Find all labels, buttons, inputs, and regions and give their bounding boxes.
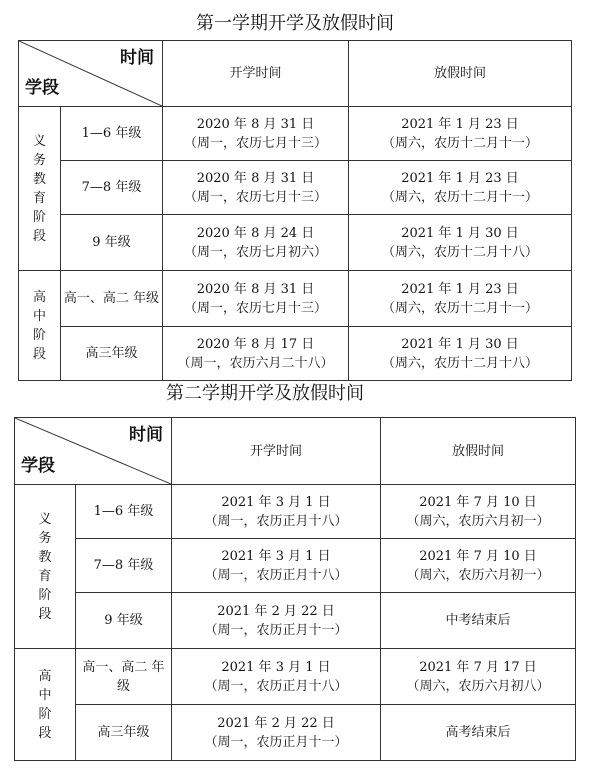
start-time-header: 开学时间 bbox=[172, 418, 381, 485]
holiday-date: 中考结束后 bbox=[445, 613, 511, 628]
start-cell bbox=[172, 593, 381, 649]
grade-line2: 级 bbox=[116, 678, 130, 694]
grade-line1: 高一、高二 年 bbox=[82, 659, 165, 675]
grade-cell: 高三年级 bbox=[76, 705, 172, 761]
stage-cell bbox=[15, 649, 76, 761]
start-cell bbox=[163, 215, 349, 271]
start-date: 2021 年 2 月 22 日 bbox=[217, 715, 335, 731]
table-row bbox=[15, 539, 576, 593]
start-date: 2021 年 3 月 1 日 bbox=[221, 548, 331, 564]
stage-cell bbox=[19, 107, 61, 271]
holiday-cell bbox=[349, 161, 572, 215]
holiday-date: 2021 年 7 月 10 日 bbox=[419, 494, 537, 510]
start-note: （周一，农历正月十一） bbox=[204, 622, 348, 638]
holiday-cell bbox=[381, 593, 576, 649]
start-date: 2020 年 8 月 31 日 bbox=[196, 116, 315, 132]
start-date: 2021 年 3 月 1 日 bbox=[221, 494, 331, 510]
semester2-diagonal-header bbox=[15, 418, 172, 485]
table-row bbox=[19, 161, 572, 215]
grade-cell bbox=[76, 649, 172, 705]
semester1-diagonal-header bbox=[19, 41, 163, 107]
start-time-header: 开学时间 bbox=[163, 41, 349, 107]
start-cell bbox=[172, 705, 381, 761]
holiday-date: 2021 年 1 月 23 日 bbox=[401, 170, 519, 186]
holiday-time-header: 放假时间 bbox=[381, 418, 576, 485]
holiday-date: 2021 年 1 月 30 日 bbox=[401, 336, 519, 352]
start-note: （周一，农历六月二十八） bbox=[177, 355, 334, 371]
start-date: 2021 年 3 月 1 日 bbox=[221, 659, 331, 675]
holiday-date: 2021 年 1 月 23 日 bbox=[401, 281, 519, 297]
start-note: （周一，农历七月十三） bbox=[183, 189, 327, 205]
start-date: 2020 年 8 月 31 日 bbox=[196, 281, 315, 297]
start-note: （周一，农历正月十八） bbox=[204, 567, 348, 583]
start-note: （周一，农历七月十三） bbox=[183, 135, 327, 151]
holiday-note: （周六，农历六月初一） bbox=[406, 513, 550, 529]
holiday-note: （周六，农历十二月十一） bbox=[381, 189, 538, 205]
start-note: （周一，农历正月十八） bbox=[204, 678, 348, 694]
semester2-header-row bbox=[15, 418, 576, 485]
holiday-cell bbox=[381, 705, 576, 761]
grade-cell: 高一、高二 年级 bbox=[61, 271, 163, 327]
grade-cell: 1—6 年级 bbox=[76, 485, 172, 539]
stage-name: 高中阶段 bbox=[32, 289, 46, 362]
grade-cell: 1—6 年级 bbox=[61, 107, 163, 161]
start-date: 2020 年 8 月 17 日 bbox=[196, 336, 315, 352]
holiday-cell bbox=[349, 327, 572, 381]
time-label: 时间 bbox=[120, 48, 154, 68]
stage-cell bbox=[15, 485, 76, 649]
semester1-title: 第一学期开学及放假时间 bbox=[196, 13, 394, 34]
holiday-cell bbox=[349, 215, 572, 271]
table-row bbox=[19, 107, 572, 161]
holiday-date: 2021 年 7 月 17 日 bbox=[419, 659, 537, 675]
holiday-cell bbox=[381, 539, 576, 593]
semester1-table bbox=[18, 40, 572, 381]
holiday-date: 2021 年 1 月 23 日 bbox=[401, 116, 519, 132]
semester2-title: 第二学期开学及放假时间 bbox=[166, 383, 364, 404]
start-cell bbox=[163, 161, 349, 215]
time-label: 时间 bbox=[129, 425, 163, 445]
holiday-note: （周六，农历十二月十一） bbox=[381, 135, 538, 151]
semester2-table bbox=[14, 417, 576, 761]
grade-cell: 9 年级 bbox=[76, 593, 172, 649]
table-row bbox=[19, 327, 572, 381]
holiday-note: （周六，农历十二月十一） bbox=[381, 300, 538, 316]
holiday-date: 2021 年 1 月 30 日 bbox=[401, 225, 519, 241]
table-row bbox=[15, 705, 576, 761]
start-date: 2020 年 8 月 31 日 bbox=[196, 170, 315, 186]
start-cell bbox=[172, 539, 381, 593]
semester1-header-row bbox=[19, 41, 572, 107]
holiday-cell bbox=[349, 271, 572, 327]
table-row bbox=[19, 271, 572, 327]
stage-label: 学段 bbox=[21, 456, 55, 476]
start-note: （周一，农历正月十一） bbox=[204, 734, 348, 750]
stage-name: 义务教育阶段 bbox=[38, 511, 52, 622]
grade-cell: 7—8 年级 bbox=[61, 161, 163, 215]
holiday-date: 2021 年 7 月 10 日 bbox=[419, 548, 537, 564]
holiday-note: （周六，农历十二月十八） bbox=[381, 355, 538, 371]
start-cell bbox=[163, 327, 349, 381]
table-row bbox=[15, 649, 576, 705]
table-row bbox=[15, 593, 576, 649]
start-date: 2021 年 2 月 22 日 bbox=[217, 603, 335, 619]
holiday-note: （周六，农历十二月十八） bbox=[381, 244, 538, 260]
start-cell bbox=[163, 271, 349, 327]
holiday-date: 高考结束后 bbox=[445, 725, 511, 740]
stage-cell bbox=[19, 271, 61, 381]
stage-label: 学段 bbox=[25, 78, 59, 98]
stage-name: 高中阶段 bbox=[38, 668, 52, 741]
holiday-note: （周六，农历六月初一） bbox=[406, 567, 550, 583]
start-note: （周一，农历七月初六） bbox=[183, 244, 327, 260]
holiday-time-header: 放假时间 bbox=[349, 41, 572, 107]
holiday-note: （周六，农历六月初八） bbox=[406, 678, 550, 694]
table-row bbox=[15, 485, 576, 539]
holiday-cell bbox=[381, 649, 576, 705]
start-cell bbox=[172, 649, 381, 705]
start-date: 2020 年 8 月 24 日 bbox=[196, 225, 315, 241]
start-cell bbox=[172, 485, 381, 539]
start-cell bbox=[163, 107, 349, 161]
holiday-cell bbox=[349, 107, 572, 161]
grade-cell: 7—8 年级 bbox=[76, 539, 172, 593]
start-note: （周一，农历七月十三） bbox=[183, 300, 327, 316]
table-row bbox=[19, 215, 572, 271]
holiday-cell bbox=[381, 485, 576, 539]
start-note: （周一，农历正月十八） bbox=[204, 513, 348, 529]
grade-cell: 高三年级 bbox=[61, 327, 163, 381]
stage-name: 义务教育阶段 bbox=[32, 133, 46, 244]
grade-cell: 9 年级 bbox=[61, 215, 163, 271]
